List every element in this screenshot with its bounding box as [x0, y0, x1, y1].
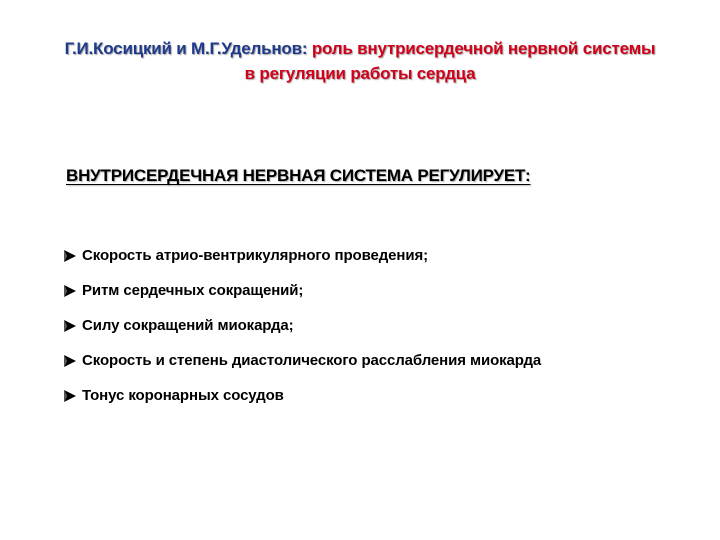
list-item [62, 343, 541, 378]
bullet-list [62, 238, 541, 413]
list-item [62, 308, 541, 343]
title-line-2: в регуляции работы сердца [244, 64, 476, 83]
arrow-bullet-icon [62, 284, 78, 298]
list-item-text: Силу сокращений миокарда; [82, 317, 294, 334]
arrow-bullet-icon [62, 354, 78, 368]
slide-title [20, 36, 700, 86]
arrow-bullet-icon [62, 249, 78, 263]
list-item-text: Скорость и степень диастолического расслабления миокарда [82, 352, 542, 369]
title-authors: Г.И.Косицкий и М.Г.Удельнов: [64, 39, 308, 58]
title-line-1 [20, 36, 700, 61]
arrow-bullet-icon [62, 389, 78, 403]
title-topic: роль внутрисердечной нервной системы [307, 39, 656, 58]
list-item-text: Ритм сердечных сокращений; [82, 282, 304, 299]
list-item-text: Скорость атрио-вентрикулярного проведения; [82, 247, 429, 264]
section-heading: ВНУТРИСЕРДЕЧНАЯ НЕРВНАЯ СИСТЕМА РЕГУЛИРУЕТ: [66, 166, 531, 185]
list-item [62, 273, 541, 308]
arrow-bullet-icon [62, 319, 78, 333]
list-item [62, 238, 541, 273]
list-item [62, 378, 541, 413]
list-item-text: Тонус коронарных сосудов [82, 387, 284, 404]
